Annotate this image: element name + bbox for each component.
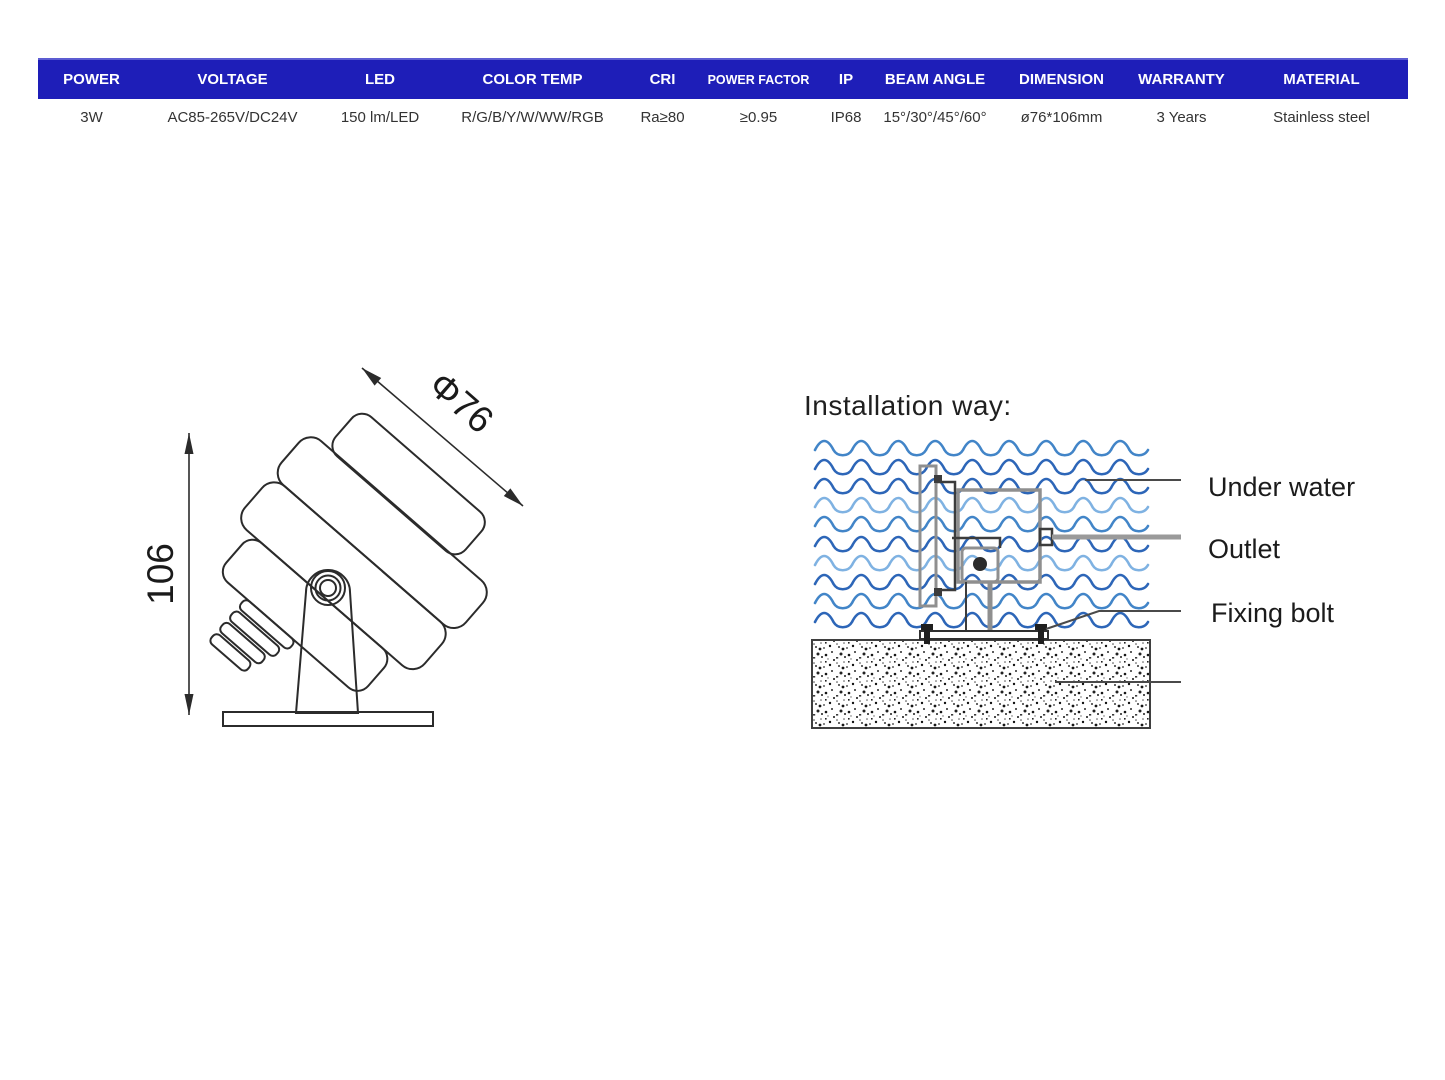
flange-bracket: [937, 482, 955, 590]
pivot-knob: [311, 571, 345, 605]
spec-header-ip: IP: [817, 59, 875, 99]
diameter-dimension-label: Φ76: [421, 363, 502, 442]
cable-gland-ribs: [208, 598, 295, 684]
spec-value-voltage: AC85-265V/DC24V: [145, 99, 320, 136]
spec-header-warranty: WARRANTY: [1128, 59, 1235, 99]
spec-value-dimension: ø76*106mm: [995, 99, 1128, 136]
spec-value-power: 3W: [38, 99, 145, 136]
lamp-body: [162, 392, 527, 750]
water-waves: [815, 441, 1148, 627]
height-dimension: [140, 433, 194, 715]
spec-value-ip: IP68: [817, 99, 875, 136]
diameter-dimension: [362, 364, 523, 506]
spec-table: [38, 58, 1408, 136]
spec-value-color-temp: R/G/B/Y/W/WW/RGB: [440, 99, 625, 136]
label-outlet: Outlet: [1208, 534, 1281, 564]
spec-value-led: 150 lm/LED: [320, 99, 440, 136]
spec-header-dimension: DIMENSION: [995, 59, 1128, 99]
mounting-stem: [296, 570, 358, 713]
pivot-bolt: [973, 557, 987, 571]
height-dimension-label: 106: [140, 543, 181, 605]
spec-header-voltage: VOLTAGE: [145, 59, 320, 99]
spec-value-row: [38, 99, 1408, 136]
lamp-dimension-drawing: [140, 350, 560, 750]
spec-header-color-temp: COLOR TEMP: [440, 59, 625, 99]
spec-header-row: [38, 59, 1408, 99]
spec-header-led: LED: [320, 59, 440, 99]
spec-value-beam-angle: 15°/30°/45°/60°: [875, 99, 995, 136]
label-under-water: Under water: [1208, 472, 1356, 502]
arrow-up-icon: [185, 433, 194, 454]
spec-header-power: POWER: [38, 59, 145, 99]
spec-header-power-factor: POWER FACTOR: [700, 59, 817, 99]
label-fixing-bolt: Fixing bolt: [1211, 598, 1335, 628]
spec-value-material: Stainless steel: [1235, 99, 1408, 136]
spec-value-power-factor: ≥0.95: [700, 99, 817, 136]
spec-header-beam-angle: BEAM ANGLE: [875, 59, 995, 99]
spec-header-cri: CRI: [625, 59, 700, 99]
installation-diagram: [800, 385, 1445, 745]
concrete-base: [812, 640, 1150, 728]
installation-title: Installation way:: [804, 390, 1012, 421]
arrow-down-icon: [185, 694, 194, 715]
mounting-bar: [920, 631, 1048, 639]
spec-value-warranty: 3 Years: [1128, 99, 1235, 136]
spec-value-cri: Ra≥80: [625, 99, 700, 136]
spec-header-material: MATERIAL: [1235, 59, 1408, 99]
base-plate: [223, 712, 433, 726]
